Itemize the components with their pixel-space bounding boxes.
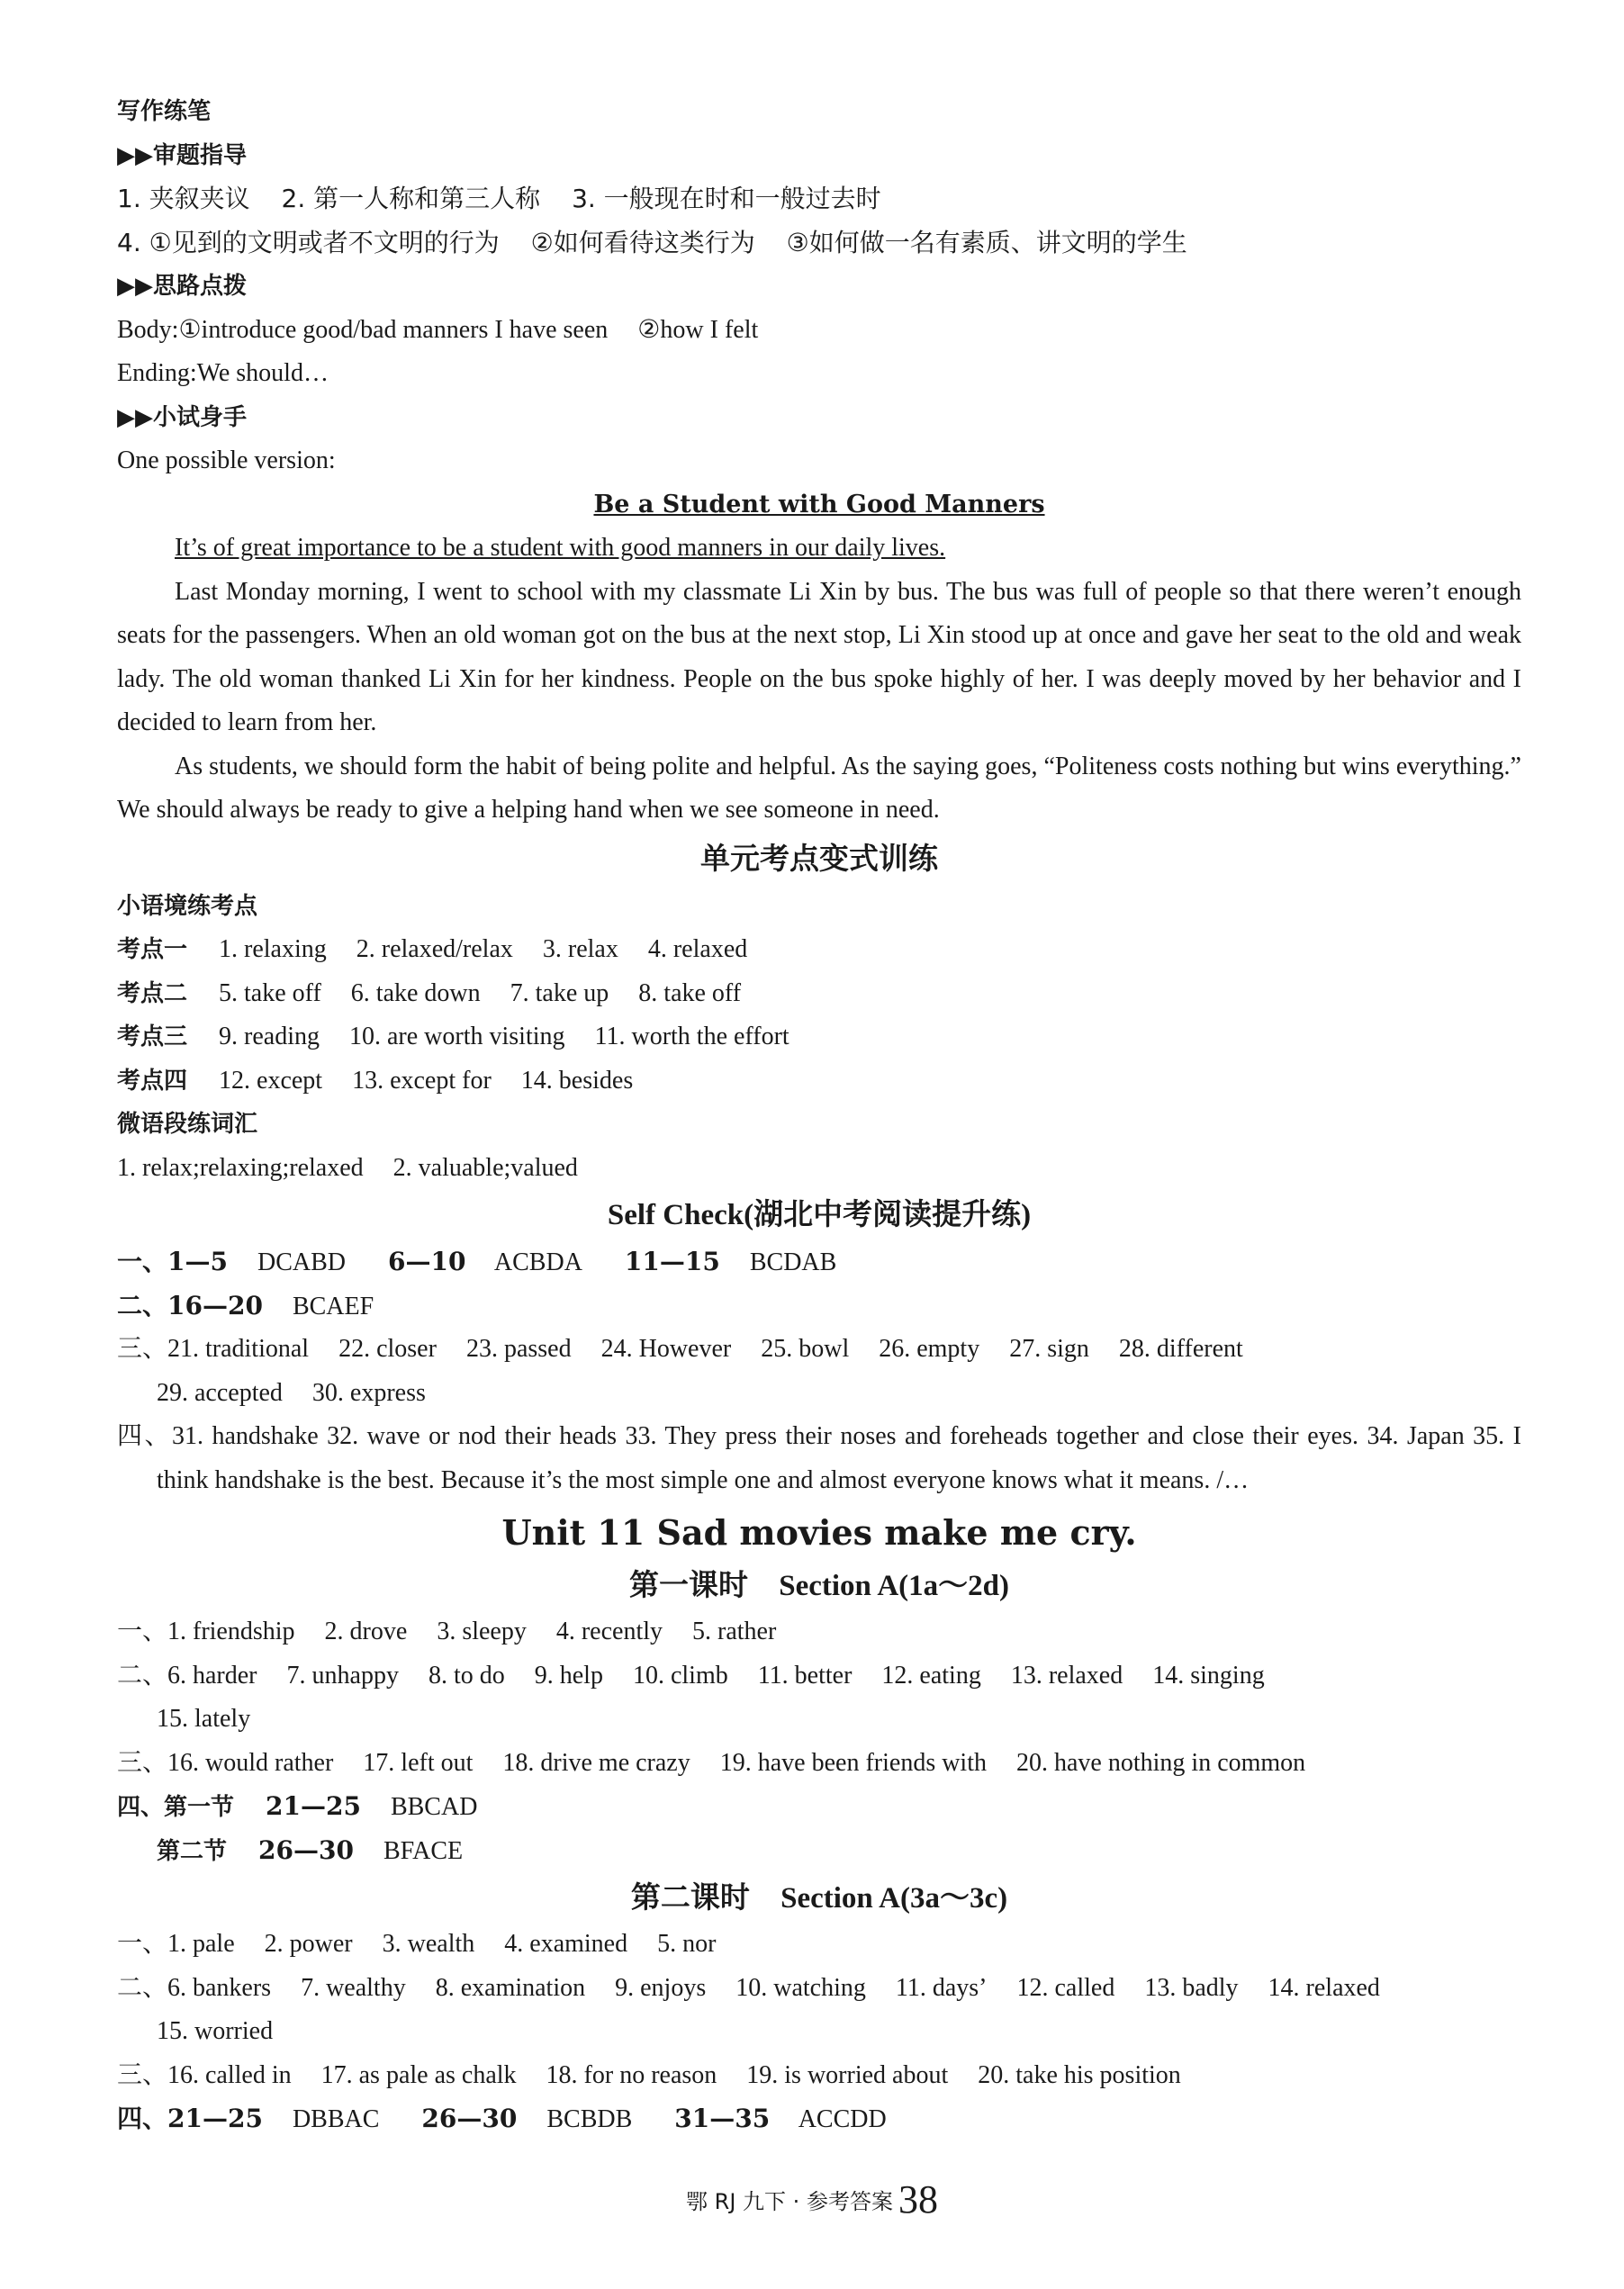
unit-11-title: Unit 11 Sad movies make me cry. bbox=[501, 1512, 1137, 1553]
kp2-answer: 7. take up bbox=[510, 978, 609, 1007]
sc-r3-answer: 28. different bbox=[1118, 1335, 1243, 1363]
l1-answer: 17. left out bbox=[363, 1748, 474, 1777]
essay-paragraph-3: As students, we should form the habit of being polite and helpful. As the saying goes, “Politeness costs nothing but wins everything.” We should always be ready to give a helping hand when we see someone in need. bbox=[117, 752, 1521, 824]
kp3-answer: 11. worth the effort bbox=[594, 1023, 789, 1050]
l1-row-2 bbox=[117, 1654, 1521, 1699]
l1-answer: 三、16. would rather bbox=[117, 1748, 334, 1777]
l1-answer: 11. better bbox=[757, 1661, 853, 1690]
lesson-2-title-cn: 第二课时 bbox=[630, 1879, 750, 1915]
writing-title: 写作练笔 bbox=[117, 98, 212, 125]
sc-r2-answer: BCAEF bbox=[292, 1292, 374, 1320]
l1-r4-answer: BBCAD bbox=[390, 1793, 478, 1821]
kp4-row bbox=[117, 1059, 1521, 1104]
l1-answer: 2. drove bbox=[324, 1618, 408, 1645]
vocab-row bbox=[117, 1147, 1521, 1191]
guide-item-4a: 4. ①见到的文明或者不文明的行为 bbox=[117, 227, 500, 257]
kp2-row bbox=[117, 972, 1521, 1016]
l1-row-2b: 15. lately bbox=[157, 1705, 251, 1733]
l2-answer: 10. watching bbox=[735, 1973, 866, 2002]
l2-answer: 二、6. bankers bbox=[117, 1973, 272, 2002]
sc-r1-label: 一、1—5 bbox=[117, 1247, 228, 1276]
lesson-2-title bbox=[117, 1872, 1521, 1923]
l1-answer: 5. rather bbox=[692, 1618, 777, 1645]
footer-text: 鄂 RJ 九下 · 参考答案 bbox=[686, 2189, 893, 2214]
l1-answer: 4. recently bbox=[555, 1618, 663, 1645]
l1-answer: 7. unhappy bbox=[286, 1661, 399, 1690]
l2-row-1 bbox=[117, 1923, 1521, 1967]
self-check-title: Self Check(湖北中考阅读提升练) bbox=[607, 1199, 1032, 1231]
body-line bbox=[117, 309, 1521, 353]
l1-answer: 3. sleepy bbox=[437, 1618, 527, 1645]
vocab-practice-heading: 微语段练词汇 bbox=[117, 1111, 258, 1138]
guide-line-2 bbox=[117, 221, 1521, 266]
guide-heading: ▶▶审题指导 bbox=[117, 141, 247, 169]
l2-row-2b: 15. worried bbox=[157, 2017, 274, 2045]
l2-answer: 13. badly bbox=[1144, 1973, 1239, 2002]
l2-answer: 14. relaxed bbox=[1268, 1973, 1380, 2002]
l1-answer: 12. eating bbox=[881, 1661, 981, 1690]
l2-answer: 8. examination bbox=[435, 1973, 586, 2002]
sc-r3-answer: 29. accepted bbox=[157, 1378, 283, 1407]
l1-answer: 9. help bbox=[534, 1661, 603, 1690]
guide-line-1 bbox=[117, 177, 1521, 221]
sc-r3-answer: 24. However bbox=[600, 1335, 732, 1363]
l1-row-4 bbox=[117, 1785, 1521, 1829]
lesson-1-title bbox=[117, 1560, 1521, 1610]
l1-r4b-answer: BFACE bbox=[383, 1836, 464, 1865]
l1-r4-label: 四、第一节 bbox=[117, 1794, 235, 1821]
l2-row-3 bbox=[117, 2054, 1521, 2098]
l1-r4b-range: 26—30 bbox=[258, 1834, 354, 1865]
kp3-answer: 10. are worth visiting bbox=[348, 1023, 565, 1050]
l2-answer: 20. take his position bbox=[978, 2060, 1181, 2089]
unit-training-title: 单元考点变式训练 bbox=[700, 840, 938, 876]
l2-answer: 9. enjoys bbox=[615, 1973, 707, 2002]
body-text: Body:①introduce good/bad manners I have seen bbox=[117, 315, 609, 344]
l2-r4-label: 26—30 bbox=[421, 2104, 518, 2133]
sc-r3-answer: 23. passed bbox=[465, 1335, 572, 1363]
l2-answer: 11. days’ bbox=[895, 1973, 988, 2002]
sc-r1-answer: ACBDA bbox=[493, 1248, 582, 1276]
kp1-answer: 2. relaxed/relax bbox=[356, 935, 513, 963]
kp2-answer: 8. take off bbox=[638, 978, 742, 1007]
l2-r4-answer: BCBDB bbox=[546, 2105, 633, 2133]
kp4-answer: 14. besides bbox=[520, 1066, 634, 1095]
sc-row-1 bbox=[117, 1240, 1521, 1284]
l2-answer: 4. examined bbox=[504, 1930, 628, 1958]
vocab-answer: 2. valuable;valued bbox=[392, 1153, 578, 1182]
sc-r3-answer: 27. sign bbox=[1009, 1335, 1089, 1363]
try-heading: ▶▶小试身手 bbox=[117, 403, 247, 431]
ideas-heading: ▶▶思路点拨 bbox=[117, 273, 247, 300]
kp4-answer: 13. except for bbox=[352, 1066, 492, 1095]
l1-row-4b bbox=[117, 1829, 1521, 1873]
kp3-label: 考点三 bbox=[117, 1023, 188, 1050]
lesson-2-title-en: Section A(3a～3c) bbox=[780, 1882, 1008, 1915]
l2-answer: 3. wealth bbox=[382, 1930, 475, 1958]
guide-item-4c: ③如何做一名有素质、讲文明的学生 bbox=[786, 227, 1187, 257]
sc-r3-answer: 26. empty bbox=[879, 1335, 980, 1363]
l2-answer: 19. is worried about bbox=[746, 2060, 949, 2089]
kp1-answer: 1. relaxing bbox=[219, 935, 327, 963]
kp2-label: 考点二 bbox=[117, 979, 188, 1007]
l1-r4b-label: 第二节 bbox=[157, 1837, 228, 1865]
sc-r3-answer: 25. bowl bbox=[761, 1335, 850, 1363]
l2-answer: 5. nor bbox=[657, 1930, 717, 1958]
l1-answer: 13. relaxed bbox=[1010, 1661, 1123, 1690]
guide-item-1: 1. 夹叙夹议 bbox=[117, 184, 250, 213]
sc-row-2 bbox=[117, 1284, 1521, 1329]
vocab-answer: 1. relax;relaxing;relaxed bbox=[117, 1153, 364, 1182]
guide-item-4b: ②如何看待这类行为 bbox=[530, 227, 755, 257]
l1-row-3 bbox=[117, 1742, 1521, 1786]
l2-answer: 12. called bbox=[1016, 1973, 1115, 2002]
l2-r4-label: 四、21—25 bbox=[117, 2104, 263, 2133]
sc-r3-answer: 30. express bbox=[311, 1378, 426, 1407]
kp1-label: 考点一 bbox=[117, 936, 188, 963]
l1-answer: 10. climb bbox=[632, 1661, 728, 1690]
sc-row-3b bbox=[117, 1372, 1521, 1416]
l2-answer: 2. power bbox=[264, 1930, 353, 1958]
guide-item-3: 3. 一般现在时和一般过去时 bbox=[572, 184, 881, 213]
essay-title-row bbox=[117, 483, 1521, 527]
l1-answer: 二、6. harder bbox=[117, 1661, 257, 1690]
sc-r1-label: 6—10 bbox=[387, 1247, 466, 1276]
kp1-row bbox=[117, 928, 1521, 972]
sc-row-3 bbox=[117, 1328, 1521, 1372]
l2-row-4 bbox=[117, 2097, 1521, 2141]
kp2-answer: 5. take off bbox=[219, 978, 321, 1007]
kp3-answer: 9. reading bbox=[219, 1023, 320, 1050]
l1-answer: 一、1. friendship bbox=[117, 1618, 295, 1645]
essay-title: Be a Student with Good Manners bbox=[593, 490, 1045, 518]
l2-answer: 17. as pale as chalk bbox=[320, 2060, 517, 2089]
essay-paragraph-2: Last Monday morning, I went to school with my classmate Li Xin by bus. The bus was full of people so that there weren’t enough seats for the passengers. When an old woman got on the bus at the next stop, Li Xin stood up at once and gave her seat to the old and weak lady. The old woman thanked Li Xin for her kindness. People on the bus spoke highly of her. I was deeply moved by her behavior and I decided to learn from her. bbox=[117, 577, 1521, 736]
body-text-2: ②how I felt bbox=[637, 315, 759, 344]
kp2-answer: 6. take down bbox=[350, 978, 481, 1007]
l2-answer: 三、16. called in bbox=[117, 2060, 292, 2089]
l1-row-1 bbox=[117, 1610, 1521, 1654]
l2-row-2 bbox=[117, 1967, 1521, 2011]
l2-r4-label: 31—35 bbox=[674, 2104, 771, 2133]
l1-answer: 19. have been friends with bbox=[719, 1748, 987, 1777]
page-number: 38 bbox=[898, 2177, 938, 2221]
essay-paragraph-1 bbox=[117, 527, 1521, 571]
kp1-answer: 3. relax bbox=[542, 935, 618, 963]
lesson-1-title-en: Section A(1a～2d) bbox=[779, 1570, 1009, 1602]
ending-line: Ending:We should… bbox=[117, 359, 329, 387]
l2-r4-answer: DBBAC bbox=[292, 2105, 380, 2133]
sc-r1-answer: DCABD bbox=[257, 1248, 346, 1276]
context-practice-heading: 小语境练考点 bbox=[117, 892, 258, 920]
l2-answer: 一、1. pale bbox=[117, 1930, 235, 1958]
sc-r3-answer: 三、21. traditional bbox=[117, 1335, 310, 1363]
version-label: One possible version: bbox=[117, 446, 336, 474]
sc-r2-label: 二、16—20 bbox=[117, 1290, 263, 1320]
sc-r1-answer: BCDAB bbox=[749, 1248, 837, 1276]
l1-answer: 20. have nothing in common bbox=[1016, 1748, 1306, 1777]
kp3-row bbox=[117, 1015, 1521, 1059]
kp4-label: 考点四 bbox=[117, 1067, 188, 1095]
l2-answer: 7. wealthy bbox=[301, 1973, 406, 2002]
l1-r4-range: 21—25 bbox=[266, 1791, 361, 1821]
answer-page bbox=[117, 90, 1521, 2141]
l1-answer: 8. to do bbox=[428, 1661, 505, 1690]
kp1-answer: 4. relaxed bbox=[647, 935, 748, 963]
guide-item-2: 2. 第一人称和第三人称 bbox=[281, 184, 541, 213]
sc-r1-label: 11—15 bbox=[624, 1247, 720, 1276]
sc-r3-answer: 22. closer bbox=[338, 1335, 437, 1363]
essay-topic-sentence: It’s of great importance to be a student with good manners in our daily lives. bbox=[175, 534, 946, 562]
page-footer bbox=[0, 2176, 1624, 2222]
lesson-1-title-cn: 第一课时 bbox=[629, 1567, 748, 1602]
l2-answer: 18. for no reason bbox=[546, 2060, 717, 2089]
l1-answer: 18. drive me crazy bbox=[502, 1748, 690, 1777]
l1-answer: 14. singing bbox=[1152, 1661, 1265, 1690]
sc-row-4: 四、31. handshake 32. wave or nod their heads 33. They press their noses and foreheads together and close their eyes. 34. Japan 35. I think handshake is the best. Because it’s the most simple one and almost everyone knows what it means. /… bbox=[117, 1422, 1521, 1494]
kp4-answer: 12. except bbox=[219, 1066, 323, 1095]
l2-r4-answer: ACCDD bbox=[798, 2105, 887, 2133]
